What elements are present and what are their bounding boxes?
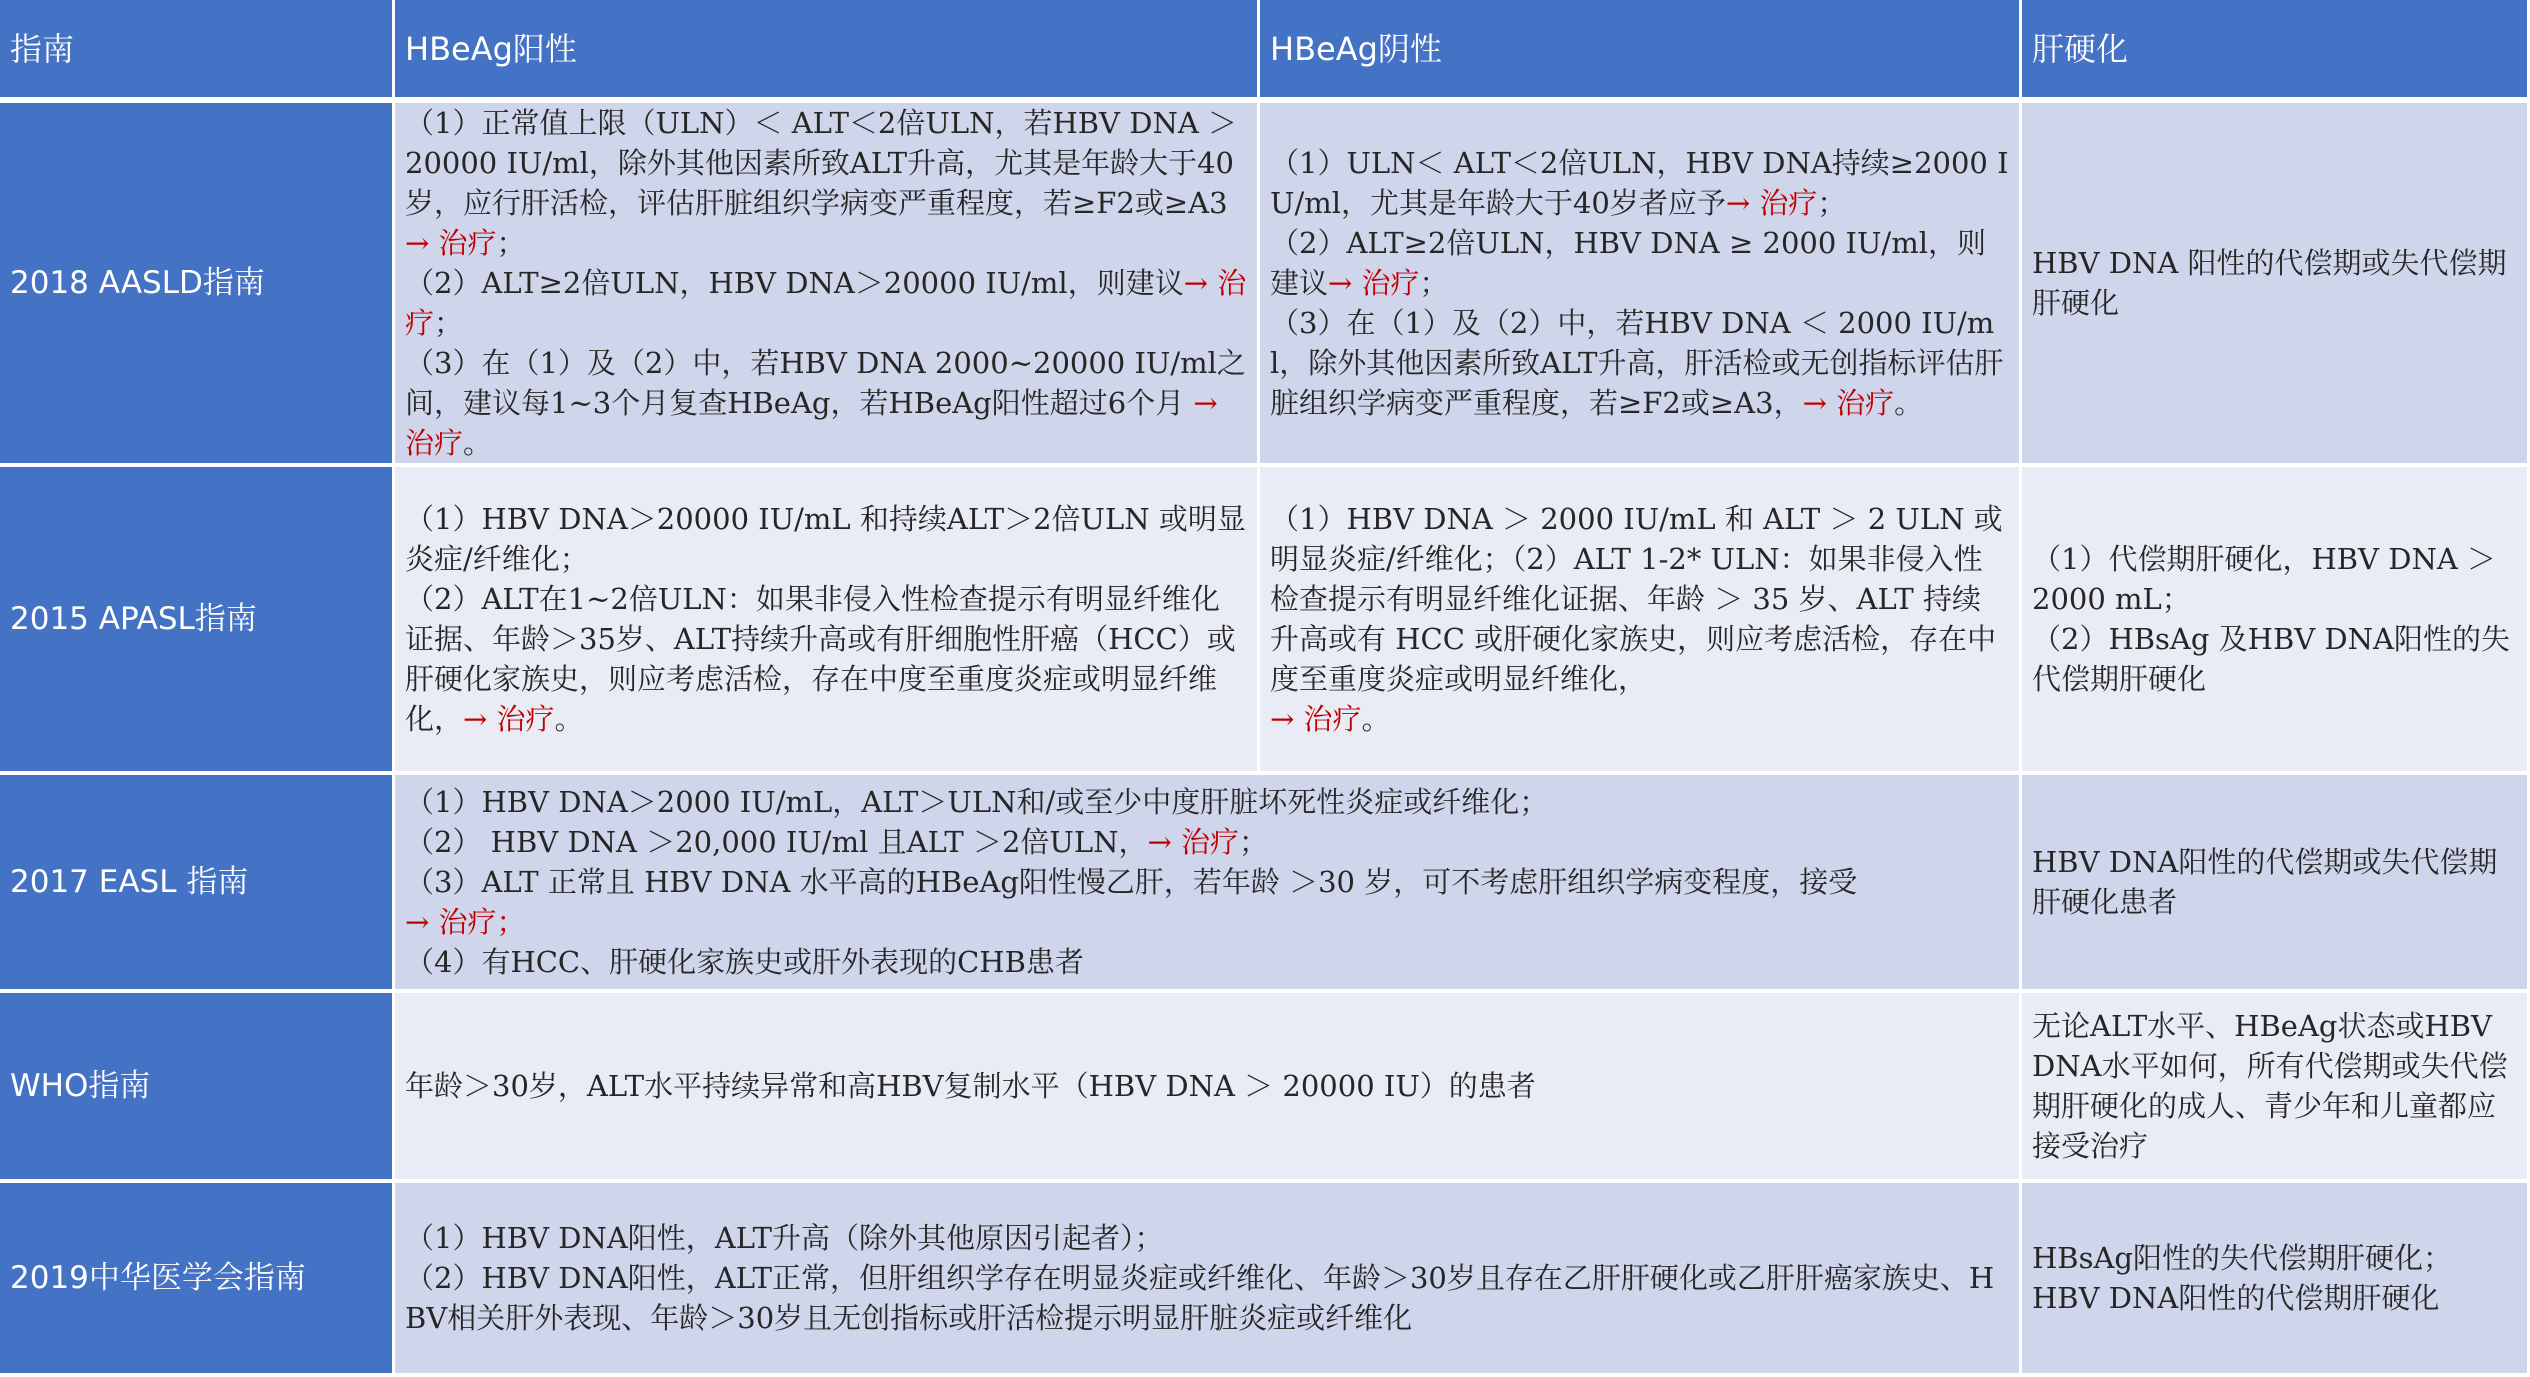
- cell-line-punct: ；: [1239, 825, 1269, 859]
- treatment-arrow-label: → 治疗: [405, 266, 1247, 340]
- cell-line: [405, 103, 1247, 263]
- merged-criteria-cell: [395, 993, 2022, 1183]
- cell-line-text: （2） HBV DNA ＞20,000 IU/ml 且ALT ＞2倍ULN，: [405, 825, 1148, 859]
- cell-line: [1270, 303, 2009, 423]
- cell-line: [405, 822, 2009, 862]
- cell-line-text: （2）HBsAg 及HBV DNA阳性的失代偿期肝硬化: [2032, 622, 2510, 696]
- cirrhosis-cell: [2022, 467, 2530, 775]
- guide-name: 2015 APASL指南: [0, 467, 395, 775]
- treatment-arrow-label: → 治疗；: [405, 905, 526, 939]
- cell-line: [405, 942, 2009, 982]
- cell-line-text: （1）HBV DNA＞20000 IU/mL 和持续ALT＞2倍ULN 或明显炎症/纤维化；: [405, 502, 1246, 576]
- header-hbeag-negative: HBeAg阴性: [1260, 0, 2022, 103]
- table-row: [0, 103, 2530, 467]
- cell-line-text: （2）ALT在1~2倍ULN：如果非侵入性检查提示有明显纤维化证据、年龄＞35岁、ALT持续升高或有肝细胞性肝癌（HCC）或肝硬化家族史，则应考虑活检，存在中度至重度炎症或明显纤维化，: [405, 582, 1236, 736]
- cell-line-text: 无论ALT水平、HBeAg状态或HBV DNA水平如何，所有代偿期或失代偿期肝硬化的成人、青少年和儿童都应接受治疗: [2032, 1009, 2508, 1163]
- cell-line-punct: ；: [1419, 266, 1449, 300]
- cell-line: [1270, 143, 2009, 223]
- guide-name: 2019中华医学会指南: [0, 1183, 395, 1377]
- cell-line-punct: ；: [1817, 186, 1847, 220]
- cell-line-text: （2）ALT≥2倍ULN，HBV DNA＞20000 IU/ml，则建议: [405, 266, 1184, 300]
- treatment-arrow-label: → 治疗: [1147, 825, 1240, 859]
- cell-line-text: （4）有HCC、肝硬化家族史或肝外表现的CHB患者: [405, 945, 1084, 979]
- cell-line-text: HBV DNA阳性的代偿期肝硬化: [2032, 1281, 2440, 1315]
- header-hbeag-positive: HBeAg阳性: [395, 0, 1260, 103]
- treatment-arrow-label: → 治疗: [405, 386, 1218, 460]
- hbeag-positive-cell: [395, 467, 1260, 775]
- cell-line-text: （1）正常值上限（ULN）＜ ALT＜2倍ULN，若HBV DNA ＞ 20000 IU/ml，除外其他因素所致ALT升高，尤其是年龄大于40岁，应行肝活检，评估肝脏组织学病变严重程度，若≥F2或≥A3: [405, 106, 1237, 220]
- cirrhosis-cell: [2022, 775, 2530, 993]
- treatment-arrow-label: → 治疗: [463, 702, 555, 736]
- cirrhosis-cell: [2022, 993, 2530, 1183]
- cell-line-punct: ；: [434, 306, 464, 340]
- table-row: [0, 993, 2530, 1183]
- cell-line-punct: ；: [496, 226, 526, 260]
- cell-line-text: （3）ALT 正常且 HBV DNA 水平高的HBeAg阳性慢乙肝，若年龄 ＞30 岁，可不考虑肝组织学病变程度，接受: [405, 865, 1858, 899]
- treatment-arrow-label: → 治疗: [1802, 386, 1895, 420]
- cell-line: [405, 862, 2009, 902]
- cell-line-text: （1）HBV DNA阳性，ALT升高（除外其他原因引起者）；: [405, 1221, 1164, 1255]
- treatment-arrow-label: → 治疗: [1328, 266, 1420, 300]
- cell-line: [405, 1258, 2009, 1338]
- cell-line: [405, 343, 1247, 463]
- table-row: [0, 775, 2530, 993]
- cell-line: [2032, 1006, 2517, 1166]
- hbeag-positive-cell: [395, 103, 1260, 467]
- cell-line: [405, 1066, 2009, 1106]
- treatment-arrow-label: → 治疗: [1725, 186, 1818, 220]
- header-cirrhosis: 肝硬化: [2022, 0, 2530, 103]
- table-row: [0, 467, 2530, 775]
- treatment-arrow-label: → 治疗: [1270, 702, 1362, 736]
- cell-line: [405, 263, 1247, 343]
- treatment-arrow-label: → 治疗: [405, 226, 497, 260]
- cell-line-text: （2）HBV DNA阳性，ALT正常，但肝组织学存在明显炎症或纤维化、年龄＞30岁且存在乙肝肝硬化或乙肝肝癌家族史、HBV相关肝外表现、年龄＞30岁且无创指标或肝活检提示明显肝脏炎症或纤维化: [405, 1261, 1995, 1335]
- guide-name: WHO指南: [0, 993, 395, 1183]
- cell-line-text: （3）在（1）及（2）中，若HBV DNA ＜ 2000 IU/ml，除外其他因素所致ALT升高，肝活检或无创指标评估肝脏组织学病变严重程度，若≥F2或≥A3，: [1270, 306, 2004, 420]
- cell-line: [2032, 1278, 2517, 1318]
- cell-line-text: HBV DNA阳性的代偿期或失代偿期肝硬化患者: [2032, 845, 2498, 919]
- cell-line-text: （1）代偿期肝硬化，HBV DNA ＞ 2000 mL；: [2032, 542, 2497, 616]
- cell-line: [2032, 539, 2517, 619]
- cell-line-text: 年龄＞30岁，ALT水平持续异常和高HBV复制水平（HBV DNA ＞ 20000 IU）的患者: [405, 1069, 1536, 1103]
- guide-name: 2018 AASLD指南: [0, 103, 395, 467]
- cell-line: [405, 579, 1247, 739]
- merged-criteria-cell: [395, 1183, 2022, 1377]
- guide-name: 2017 EASL 指南: [0, 775, 395, 993]
- cell-line: [405, 1218, 2009, 1258]
- hbeag-negative-cell: [1260, 103, 2022, 467]
- cell-line-text: （2）ALT≥2倍ULN，HBV DNA ≥ 2000 IU/ml，则建议: [1270, 226, 1986, 300]
- cirrhosis-cell: [2022, 1183, 2530, 1377]
- header-guide: 指南: [0, 0, 395, 103]
- cell-line: [405, 499, 1247, 579]
- cell-line-text: （1）HBV DNA＞2000 IU/mL，ALT＞ULN和/或至少中度肝脏坏死性炎症或纤维化；: [405, 785, 1549, 819]
- cell-line: [2032, 619, 2517, 699]
- cell-line: [405, 902, 2009, 942]
- merged-criteria-cell: [395, 775, 2022, 993]
- cell-line-punct: 。: [554, 702, 584, 736]
- cell-line-text: HBV DNA 阳性的代偿期或失代偿期肝硬化: [2032, 246, 2507, 320]
- cell-line: [405, 782, 2009, 822]
- cell-line: [2032, 1238, 2517, 1278]
- cell-line-punct: 。: [1894, 386, 1924, 420]
- table-row: [0, 1183, 2530, 1377]
- cell-line: [2032, 243, 2517, 323]
- cell-line-text: HBsAg阳性的失代偿期肝硬化；: [2032, 1241, 2452, 1275]
- table-header-row: [0, 0, 2530, 103]
- cell-line-text: （1）HBV DNA ＞ 2000 IU/mL 和 ALT ＞ 2 ULN 或明显炎症/纤维化；（2）ALT 1-2* ULN：如果非侵入性检查提示有明显纤维化证据、年龄 ＞ 35 岁、ALT 持续升高或有 HCC 或肝硬化家族史，则应考虑活检，存在中度至重度炎症或明显纤维化，: [1270, 502, 2003, 696]
- cell-line-punct: 。: [1361, 702, 1391, 736]
- cell-line-text: （3）在（1）及（2）中，若HBV DNA 2000~20000 IU/ml之间，建议每1~3个月复查HBeAg，若HBeAg阳性超过6个月: [405, 346, 1246, 420]
- hbeag-negative-cell: [1260, 467, 2022, 775]
- cell-line-text: （1）ULN＜ ALT＜2倍ULN，HBV DNA持续≥2000 IU/ml，尤其是年龄大于40岁者应予: [1270, 146, 2009, 220]
- cell-line: [1270, 699, 2009, 739]
- cell-line-punct: 。: [463, 426, 493, 460]
- cell-line: [1270, 499, 2009, 699]
- cirrhosis-cell: [2022, 103, 2530, 467]
- cell-line: [1270, 223, 2009, 303]
- cell-line: [2032, 842, 2517, 922]
